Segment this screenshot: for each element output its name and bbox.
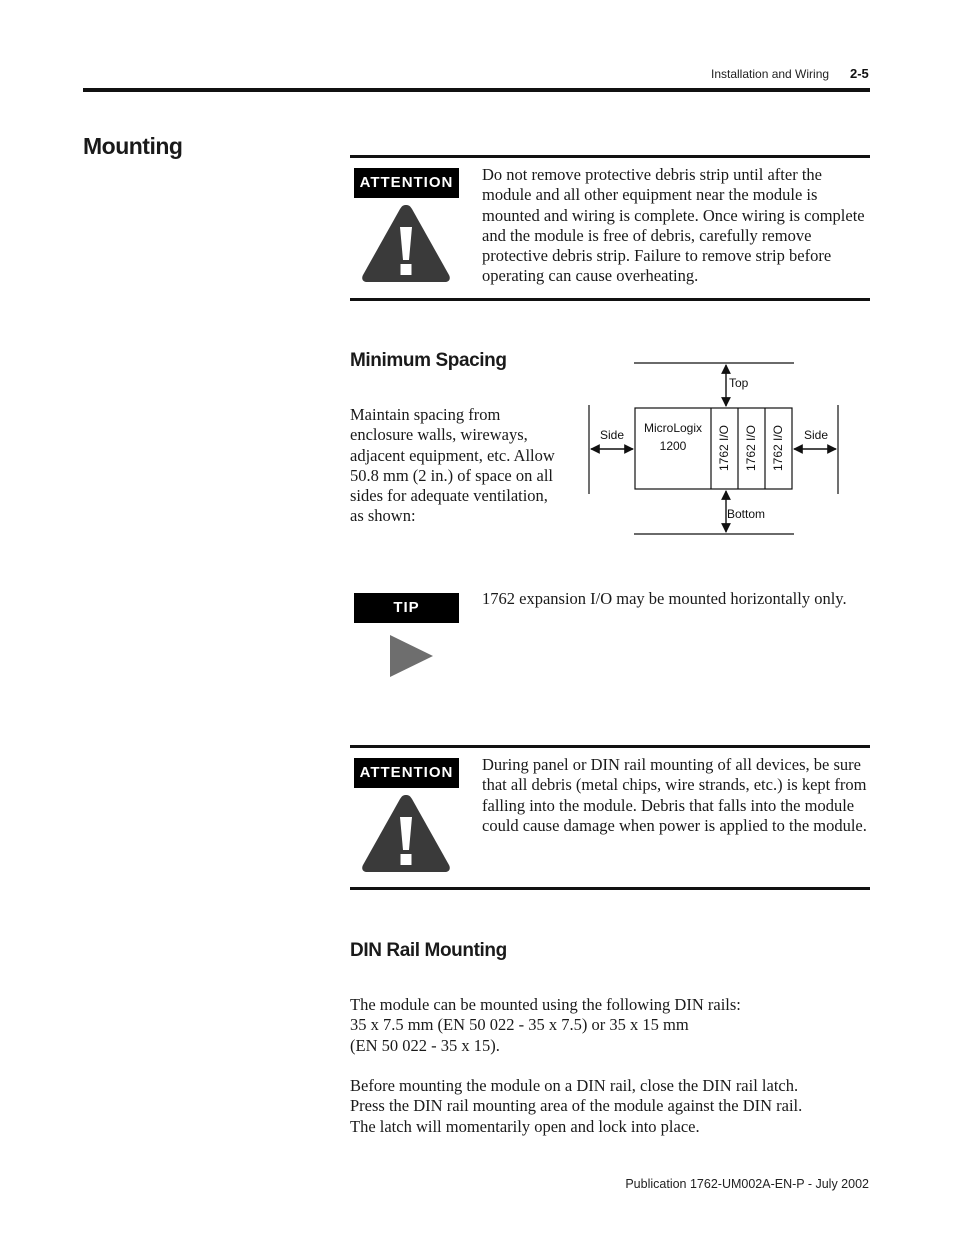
spacing-diagram (580, 355, 850, 545)
attention-label: ATTENTION (354, 168, 459, 198)
attention-text: During panel or DIN rail mounting of all devices, be sure that all debris (metal chips, wire strands, etc.) is kept from falling into the module. Debris that falls into the module could cause damage when power is applied to the module. (482, 755, 867, 835)
text-line: (EN 50 022 - 35 x 15). (350, 1035, 500, 1055)
text-line: The module can be mounted using the following DIN rails: (350, 995, 741, 1014)
warning-triangle-icon (360, 202, 452, 284)
publication-footer: Publication 1762-UM002A-EN-P - July 2002 (625, 1177, 869, 1191)
minimum-spacing-text: Maintain spacing from enclosure walls, wireways, adjacent equipment, etc. Allow 50.8 mm (2 in.) of space on all sides for adequate ventilation, as shown: (350, 405, 555, 526)
text-line: Press the DIN rail mounting area of the module against the DIN rail. (350, 1096, 803, 1116)
header-rule (83, 88, 870, 92)
text-line: The latch will momentarily open and lock into place. (350, 1116, 700, 1136)
play-arrow-icon (389, 634, 435, 678)
side-left-label: Side (600, 428, 625, 442)
io-module-label: 1762 I/O (771, 424, 785, 472)
top-label: Top (729, 376, 749, 390)
io-module-label: 1762 I/O (717, 424, 731, 472)
text-line: 35 x 7.5 mm (EN 50 022 - 35 x 7.5) or 35 x 15 mm (350, 1015, 689, 1035)
running-header-section: Installation and Wiring (711, 67, 830, 81)
attention-bottom-rule (350, 887, 870, 890)
tip-label: TIP (354, 593, 459, 623)
attention-label: ATTENTION (354, 758, 459, 788)
side-right-label: Side (804, 428, 829, 442)
controller-label-line1: MicroLogix (643, 421, 703, 435)
page-number: 2-5 (850, 66, 869, 81)
warning-triangle-icon (360, 792, 452, 874)
attention-bottom-rule (350, 298, 870, 301)
io-module-label: 1762 I/O (744, 424, 758, 472)
bottom-label: Bottom (727, 507, 766, 521)
attention-top-rule (350, 155, 870, 158)
controller-label-line2: 1200 (659, 439, 687, 453)
din-rail-paragraph-1 (350, 995, 870, 1056)
attention-text: Do not remove protective debris strip until after the module and all other equipment near the module is mounted and wiring is complete. Once wiring is complete and the module is free of debris, carefully remove protective debris strip. Failure to remove strip before operating can cause overheating. (482, 165, 865, 286)
din-rail-heading: DIN Rail Mounting (350, 940, 507, 961)
section-title: Mounting (83, 133, 183, 159)
minimum-spacing-heading: Minimum Spacing (350, 350, 507, 371)
tip-text: 1762 expansion I/O may be mounted horizontally only. (482, 589, 847, 608)
text-line: Before mounting the module on a DIN rail, close the DIN rail latch. (350, 1076, 799, 1095)
din-rail-paragraph-2 (350, 1076, 870, 1137)
attention-top-rule (350, 745, 870, 748)
